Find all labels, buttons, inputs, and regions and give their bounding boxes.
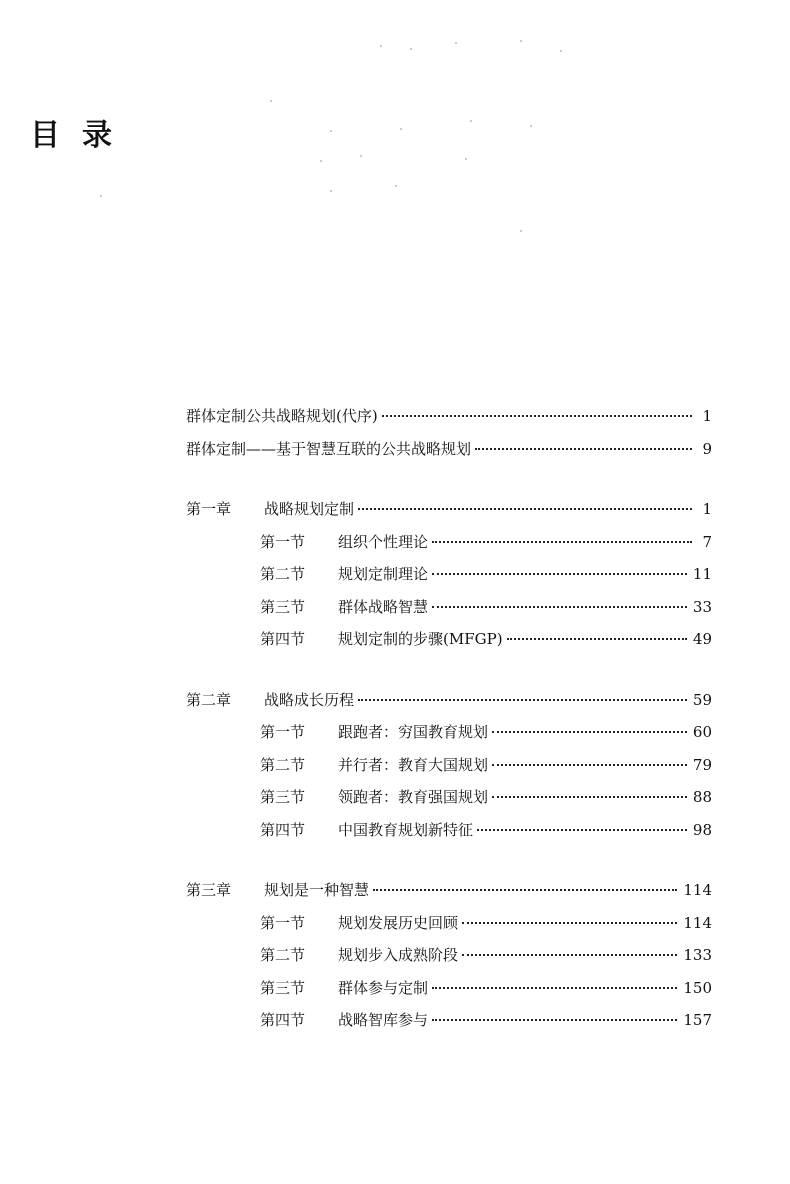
toc-page: 9 (702, 439, 712, 458)
toc-section[interactable] (186, 781, 712, 814)
section-title: 规划发展历史回顾 (338, 913, 459, 932)
section-number: 第二节 (260, 946, 306, 964)
section-title: 组织个性理论 (338, 532, 429, 551)
toc-page: 1 (702, 407, 712, 425)
leader-dots (462, 921, 677, 924)
chapter-number: 第一章 (186, 500, 232, 518)
chapter-number: 第三章 (186, 881, 232, 899)
page-heading: 目录 (30, 118, 134, 153)
section-number: 第四节 (260, 1011, 306, 1029)
section-number: 第四节 (260, 630, 306, 648)
section-title: 规划步入成熟阶段 (338, 946, 459, 964)
section-number: 第一节 (260, 913, 306, 932)
toc-page: 33 (692, 597, 712, 616)
toc-page: 49 (692, 630, 712, 648)
section-title: 群体战略智慧 (338, 597, 429, 616)
section-title: 中国教育规划新特征 (338, 820, 474, 839)
leader-dots (507, 637, 687, 640)
leader-dots (432, 572, 687, 575)
toc-front-intro[interactable] (186, 433, 712, 466)
section-title: 并行者：教育大国规划 (338, 755, 489, 774)
toc-section[interactable] (186, 591, 712, 624)
section-title: 规划定制的步骤(MFGP) (338, 630, 503, 648)
section-number: 第三节 (260, 597, 306, 616)
toc-chapter-2[interactable] (186, 684, 712, 717)
toc-section[interactable] (186, 814, 712, 847)
toc-chapter-1[interactable] (186, 493, 712, 526)
leader-dots (432, 605, 687, 608)
section-number: 第二节 (260, 755, 306, 774)
leader-dots (358, 698, 687, 701)
toc-page: 11 (692, 565, 712, 583)
toc-section[interactable] (186, 939, 712, 972)
toc-section[interactable] (186, 749, 712, 782)
toc-page: 59 (692, 690, 712, 709)
section-title: 群体参与定制 (338, 978, 429, 997)
toc-chapter-3[interactable] (186, 874, 712, 907)
leader-dots (492, 795, 687, 798)
section-title: 领跑者：教育强国规划 (338, 788, 489, 806)
leader-dots (358, 507, 692, 510)
toc-section[interactable] (186, 1004, 712, 1037)
section-number: 第一节 (260, 532, 306, 551)
toc-section[interactable] (186, 716, 712, 749)
leader-dots (432, 1018, 677, 1021)
toc-section[interactable] (186, 907, 712, 940)
section-number: 第二节 (260, 565, 306, 583)
toc-page: 98 (692, 820, 712, 839)
leader-dots (492, 763, 687, 766)
toc-section[interactable] (186, 972, 712, 1005)
toc-title: 群体定制公共战略规划(代序) (186, 407, 378, 425)
section-number: 第三节 (260, 978, 306, 997)
leader-dots (462, 953, 677, 956)
toc-page: 7 (702, 532, 712, 551)
leader-dots (475, 447, 692, 450)
chapter-title: 战略成长历程 (264, 690, 355, 709)
toc-page: 114 (683, 881, 712, 899)
leader-dots (432, 540, 692, 543)
chapter-title: 战略规划定制 (264, 500, 355, 518)
table-of-contents (186, 400, 712, 1037)
section-number: 第一节 (260, 723, 306, 741)
leader-dots (477, 828, 687, 831)
section-number: 第三节 (260, 788, 306, 806)
section-title: 战略智库参与 (338, 1011, 429, 1029)
leader-dots (492, 730, 687, 733)
toc-section[interactable] (186, 558, 712, 591)
chapter-title: 规划是一种智慧 (264, 881, 370, 899)
chapter-number: 第二章 (186, 690, 232, 709)
toc-page: 133 (683, 946, 712, 964)
section-title: 跟跑者：穷国教育规划 (338, 723, 489, 741)
toc-page: 88 (692, 788, 712, 806)
toc-page: 1 (702, 500, 712, 518)
leader-dots (432, 986, 677, 989)
toc-front-preface[interactable] (186, 400, 712, 433)
toc-section[interactable] (186, 526, 712, 559)
toc-page: 157 (683, 1011, 712, 1029)
toc-page: 114 (683, 913, 712, 932)
leader-dots (382, 414, 692, 417)
toc-page: 60 (692, 723, 712, 741)
leader-dots (373, 888, 677, 891)
section-title: 规划定制理论 (338, 565, 429, 583)
toc-section[interactable] (186, 623, 712, 656)
section-number: 第四节 (260, 820, 306, 839)
toc-page: 79 (692, 755, 712, 774)
toc-title: 群体定制——基于智慧互联的公共战略规划 (186, 439, 472, 458)
toc-page: 150 (683, 978, 712, 997)
